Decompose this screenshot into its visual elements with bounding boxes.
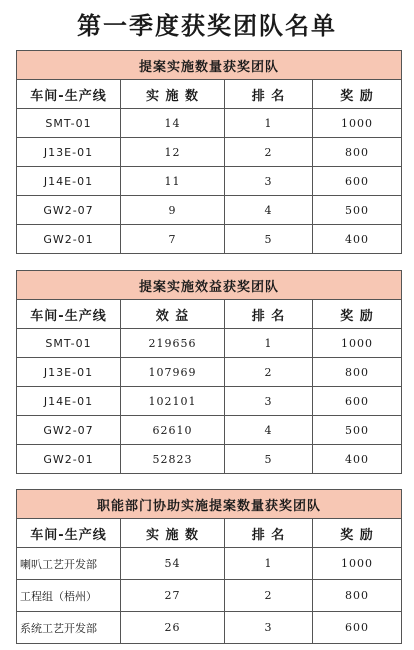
team-cell: J13E-01: [17, 138, 121, 167]
team-cell: J14E-01: [17, 167, 121, 196]
team-cell: 工程组（梧州）: [17, 580, 121, 612]
metric-cell: 107969: [121, 358, 225, 387]
rank-cell: 2: [225, 580, 313, 612]
table-row: [17, 225, 402, 254]
table-row: [17, 445, 402, 474]
table-row: [17, 387, 402, 416]
reward-cell: 600: [313, 387, 402, 416]
team-cell: GW2-01: [17, 445, 121, 474]
metric-cell: 12: [121, 138, 225, 167]
column-header-metric: 效 益: [121, 300, 225, 329]
reward-cell: 800: [313, 358, 402, 387]
table-row: [17, 358, 402, 387]
team-cell: GW2-07: [17, 196, 121, 225]
rank-cell: 1: [225, 109, 313, 138]
reward-cell: 1000: [313, 548, 402, 580]
award-table-implementation-count: [16, 50, 402, 254]
table-caption: 提案实施效益获奖团队: [17, 271, 402, 300]
rank-cell: 4: [225, 196, 313, 225]
column-header-team: 车间-生产线: [17, 300, 121, 329]
metric-cell: 54: [121, 548, 225, 580]
table-row: [17, 329, 402, 358]
column-header-team: 车间-生产线: [17, 519, 121, 548]
table-row: [17, 612, 402, 644]
column-header-reward: 奖 励: [313, 80, 402, 109]
rank-cell: 2: [225, 138, 313, 167]
award-table-functional-departments: [16, 489, 402, 644]
reward-cell: 500: [313, 416, 402, 445]
table-caption: 提案实施数量获奖团队: [17, 51, 402, 80]
table-row: [17, 138, 402, 167]
metric-cell: 14: [121, 109, 225, 138]
metric-cell: 27: [121, 580, 225, 612]
metric-cell: 52823: [121, 445, 225, 474]
team-cell: 喇叭工艺开发部: [17, 548, 121, 580]
team-cell: J14E-01: [17, 387, 121, 416]
table-row: [17, 109, 402, 138]
award-table-implementation-benefit: [16, 270, 402, 474]
page-title: 第一季度获奖团队名单: [77, 12, 337, 40]
metric-cell: 11: [121, 167, 225, 196]
metric-cell: 219656: [121, 329, 225, 358]
column-header-metric: 实 施 数: [121, 519, 225, 548]
metric-cell: 62610: [121, 416, 225, 445]
table-row: [17, 580, 402, 612]
column-header-reward: 奖 励: [313, 519, 402, 548]
rank-cell: 1: [225, 329, 313, 358]
reward-cell: 800: [313, 580, 402, 612]
metric-cell: 26: [121, 612, 225, 644]
rank-cell: 2: [225, 358, 313, 387]
rank-cell: 5: [225, 445, 313, 474]
reward-cell: 600: [313, 167, 402, 196]
metric-cell: 7: [121, 225, 225, 254]
column-header-rank: 排 名: [225, 519, 313, 548]
rank-cell: 3: [225, 167, 313, 196]
rank-cell: 4: [225, 416, 313, 445]
reward-cell: 1000: [313, 109, 402, 138]
table-row: [17, 196, 402, 225]
metric-cell: 9: [121, 196, 225, 225]
team-cell: 系统工艺开发部: [17, 612, 121, 644]
team-cell: SMT-01: [17, 109, 121, 138]
table-caption: 职能部门协助实施提案数量获奖团队: [17, 490, 402, 519]
column-header-rank: 排 名: [225, 300, 313, 329]
rank-cell: 3: [225, 387, 313, 416]
team-cell: SMT-01: [17, 329, 121, 358]
table-row: [17, 167, 402, 196]
reward-cell: 800: [313, 138, 402, 167]
table-row: [17, 416, 402, 445]
rank-cell: 5: [225, 225, 313, 254]
team-cell: J13E-01: [17, 358, 121, 387]
rank-cell: 3: [225, 612, 313, 644]
column-header-reward: 奖 励: [313, 300, 402, 329]
reward-cell: 400: [313, 445, 402, 474]
team-cell: GW2-01: [17, 225, 121, 254]
column-header-rank: 排 名: [225, 80, 313, 109]
reward-cell: 600: [313, 612, 402, 644]
team-cell: GW2-07: [17, 416, 121, 445]
table-row: [17, 548, 402, 580]
reward-cell: 500: [313, 196, 402, 225]
column-header-team: 车间-生产线: [17, 80, 121, 109]
column-header-metric: 实 施 数: [121, 80, 225, 109]
reward-cell: 400: [313, 225, 402, 254]
metric-cell: 102101: [121, 387, 225, 416]
rank-cell: 1: [225, 548, 313, 580]
reward-cell: 1000: [313, 329, 402, 358]
